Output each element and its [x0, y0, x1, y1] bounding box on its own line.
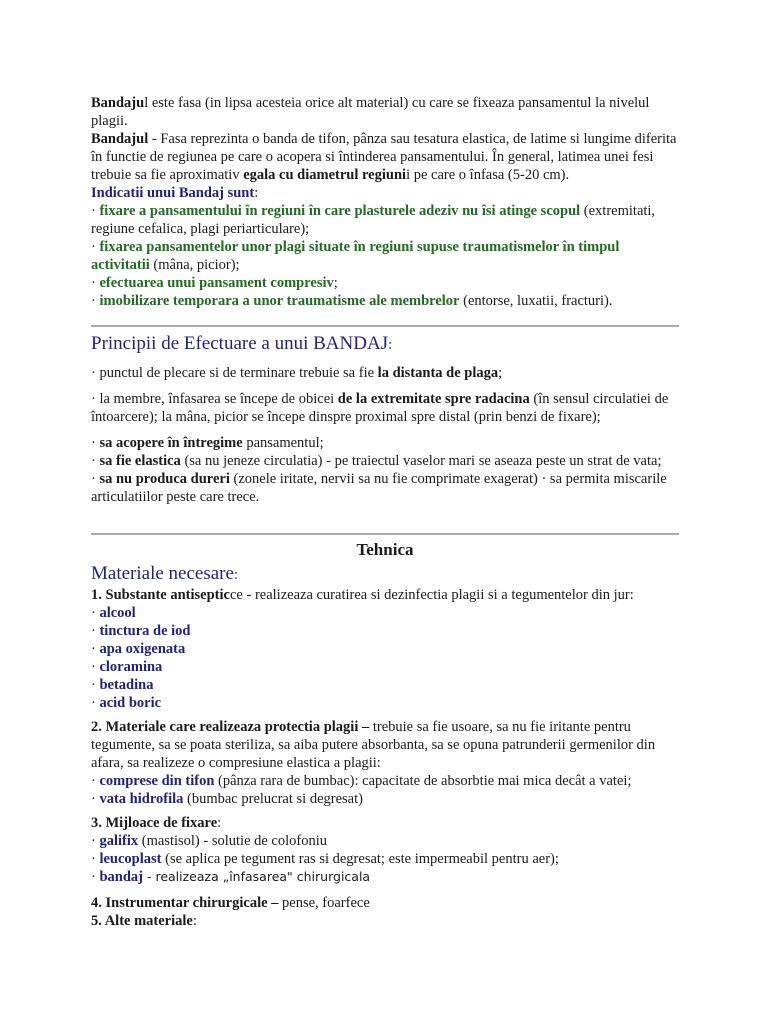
protection-desc: (pânza rara de bumbac): capacitate de absorbtie mai mica decât a vatei; [214, 773, 632, 789]
antiseptic-name: betadina [99, 677, 154, 693]
fixation-desc: (se aplica pe tegument ras si degresat; este impermeabil pentru aer); [161, 851, 559, 867]
horizontal-divider [91, 533, 679, 535]
bullet: · [91, 851, 100, 867]
fixation-item [91, 850, 679, 868]
bullet: · [91, 239, 100, 255]
bullet: · [91, 293, 100, 309]
bullet: · [91, 791, 100, 807]
antiseptic-name: acid boric [99, 695, 162, 711]
bullet: · [91, 773, 100, 789]
bullet: · [91, 365, 100, 381]
colon: : [233, 567, 238, 583]
protection-item [91, 790, 679, 808]
antiseptic-item [91, 622, 679, 640]
indication-bold: fixarea pansamentelor unor plagi situate în regiuni supuse traumatismelor în timpul activitatii [91, 239, 620, 273]
content-block-intro [91, 94, 679, 310]
principle-item [91, 470, 679, 506]
fixation-name: bandaj [99, 869, 143, 885]
bullet: · [91, 471, 100, 487]
horizontal-divider [91, 325, 679, 327]
term-bold: Bandajul [91, 131, 149, 147]
antiseptic-name: tinctura de iod [99, 623, 191, 639]
indication-bold: fixare a pansamentului în regiuni în care plasturele adeziv nu îsi atinge scopul [99, 203, 581, 219]
item-2-protection [91, 718, 679, 772]
fixation-name: galifix [99, 833, 139, 849]
item-3-fixation [91, 814, 679, 832]
bullet: · [91, 695, 100, 711]
item-4-text: pense, foarfece [278, 895, 370, 911]
antiseptic-name: alcool [99, 605, 136, 621]
item-1-text: - realizeaza curatirea si dezinfectia plagii si a tegumentelor din jur: [242, 587, 634, 603]
antiseptic-item [91, 640, 679, 658]
principle-item [91, 364, 679, 382]
item-1-bold: 1. Substante antiseptic [91, 587, 230, 603]
item-4-bold: 4. Instrumentar chirurgicale – [91, 895, 279, 911]
principle-text-end: (în sensul circulatiei de întoarcere); la mâna, picior se începe dinspre proximal spre distal (prin benzi de fixare); [91, 391, 669, 425]
fixation-desc: (mastisol) - solutie de colofoniu [138, 833, 328, 849]
term-bold: Bandaju [91, 95, 145, 111]
bullet: · [91, 869, 100, 885]
antiseptic-item [91, 676, 679, 694]
bullet: · [91, 453, 100, 469]
fixation-item [91, 832, 679, 850]
item-3-bold: 3. Mijloace de fixare [91, 815, 218, 831]
colon: : [192, 913, 197, 929]
bullet: · [91, 659, 100, 675]
principle-bold: sa acopere în întregime [99, 435, 243, 451]
fixation-desc: - realizeaza „înfasarea" chirurgicala [143, 869, 371, 884]
principle-text-end: (zonele iritate, nervii sa nu fie comprimate exagerat) · sa permita miscarile articulatiilor peste care trece. [91, 471, 667, 505]
indication-bold: efectuarea unui pansament compresiv [99, 275, 334, 291]
indication-rest: (entorse, luxatii, fracturi). [459, 293, 613, 309]
bullet: · [91, 833, 100, 849]
bullet: · [91, 605, 100, 621]
emphasis-bold: egala cu diametrul regiuni [243, 167, 407, 183]
principle-bold: de la extremitate spre radacina [337, 391, 530, 407]
protection-name: vata hidrofila [99, 791, 184, 807]
principle-bold: sa fie elastica [99, 453, 181, 469]
paragraph-text: - Fasa reprezinta o banda de tifon, pânza sau tesatura elastica, de latime si lungime diferita în functie de regiunea pe care o acopera si întinderea pansamentului. În general, latimea unei fesi trebuie sa fie aproximativ [91, 131, 677, 183]
materials-heading [91, 563, 679, 586]
indication-rest: ; [333, 275, 338, 291]
item-2-text: trebuie sa fie usoare, sa nu fie iritante pentru tegumente, sa se poata steriliza, sa aiba putere absorbanta, sa se opuna patrunderii germenilor din afara, sa realizeze o compresiune elastica a plagii: [91, 719, 656, 771]
bullet: · [91, 435, 100, 451]
indication-item [91, 238, 679, 274]
content-block-principles [91, 333, 679, 506]
indication-item [91, 292, 679, 310]
bullet: · [91, 203, 100, 219]
section-heading-tehnica: Tehnica [356, 540, 414, 559]
protection-item [91, 772, 679, 790]
bullet: · [91, 391, 100, 407]
principle-text: la membre, înfasarea se începe de obicei [99, 391, 338, 407]
fixation-name: leucoplast [99, 851, 162, 867]
antiseptic-item [91, 658, 679, 676]
item-1-suffix: ce [229, 587, 243, 603]
principle-text: punctul de plecare si de terminare trebuie sa fie [99, 365, 378, 381]
colon: : [388, 337, 393, 353]
indication-item [91, 202, 679, 238]
paragraph-text: l este fasa (in lipsa acesteia orice alt material) cu care se fixeaza pansamentul la nivelul plagii. [91, 95, 650, 129]
item-1-antiseptics [91, 586, 679, 604]
content-block-tehnica [91, 541, 679, 930]
protection-name: comprese din tifon [99, 773, 215, 789]
paragraph-definition-1 [91, 94, 679, 130]
section-heading-principles [91, 333, 679, 356]
item-5-bold: 5. Alte materiale [91, 913, 193, 929]
protection-desc: (bumbac prelucrat si degresat) [183, 791, 363, 807]
principle-text-end: (sa nu jeneze circulatia) - pe traiectul vaselor mari se aseaza peste un strat de vata; [180, 453, 662, 469]
antiseptic-name: apa oxigenata [99, 641, 186, 657]
indication-rest: (mâna, picior); [149, 257, 240, 273]
principle-item [91, 390, 679, 426]
colon: : [217, 815, 222, 831]
principle-item [91, 452, 679, 470]
principle-text-end: ; [498, 365, 503, 381]
item-4-instruments [91, 894, 679, 912]
bullet: · [91, 677, 100, 693]
antiseptic-name: cloramina [99, 659, 163, 675]
paragraph-text-end: i pe care o înfasa (5-20 cm). [406, 167, 570, 183]
bullet: · [91, 623, 100, 639]
materials-title: Materiale necesare [91, 563, 234, 584]
item-5-other [91, 912, 679, 930]
principles-title: Principii de Efectuare a unui BANDAJ [91, 333, 389, 354]
antiseptic-item [91, 694, 679, 712]
paragraph-definition-2 [91, 130, 679, 184]
item-2-bold: 2. Materiale care realizeaza protectia plagii – [91, 719, 370, 735]
antiseptic-item [91, 604, 679, 622]
indication-rest: (extremitati, regiune cefalica, plagi periarticulare); [91, 203, 656, 237]
indications-heading [91, 184, 679, 202]
principle-text-end: pansamentul; [242, 435, 324, 451]
principle-item [91, 434, 679, 452]
principle-bold: sa nu produca dureri [99, 471, 230, 487]
bullet: · [91, 275, 100, 291]
colon: : [254, 185, 259, 201]
fixation-item [91, 868, 679, 886]
indication-item [91, 274, 679, 292]
indication-bold: imobilizare temporara a unor traumatisme ale membrelor [99, 293, 460, 309]
bullet: · [91, 641, 100, 657]
principle-bold: la distanta de plaga [377, 365, 499, 381]
indications-title: Indicatii unui Bandaj sunt [91, 185, 255, 201]
